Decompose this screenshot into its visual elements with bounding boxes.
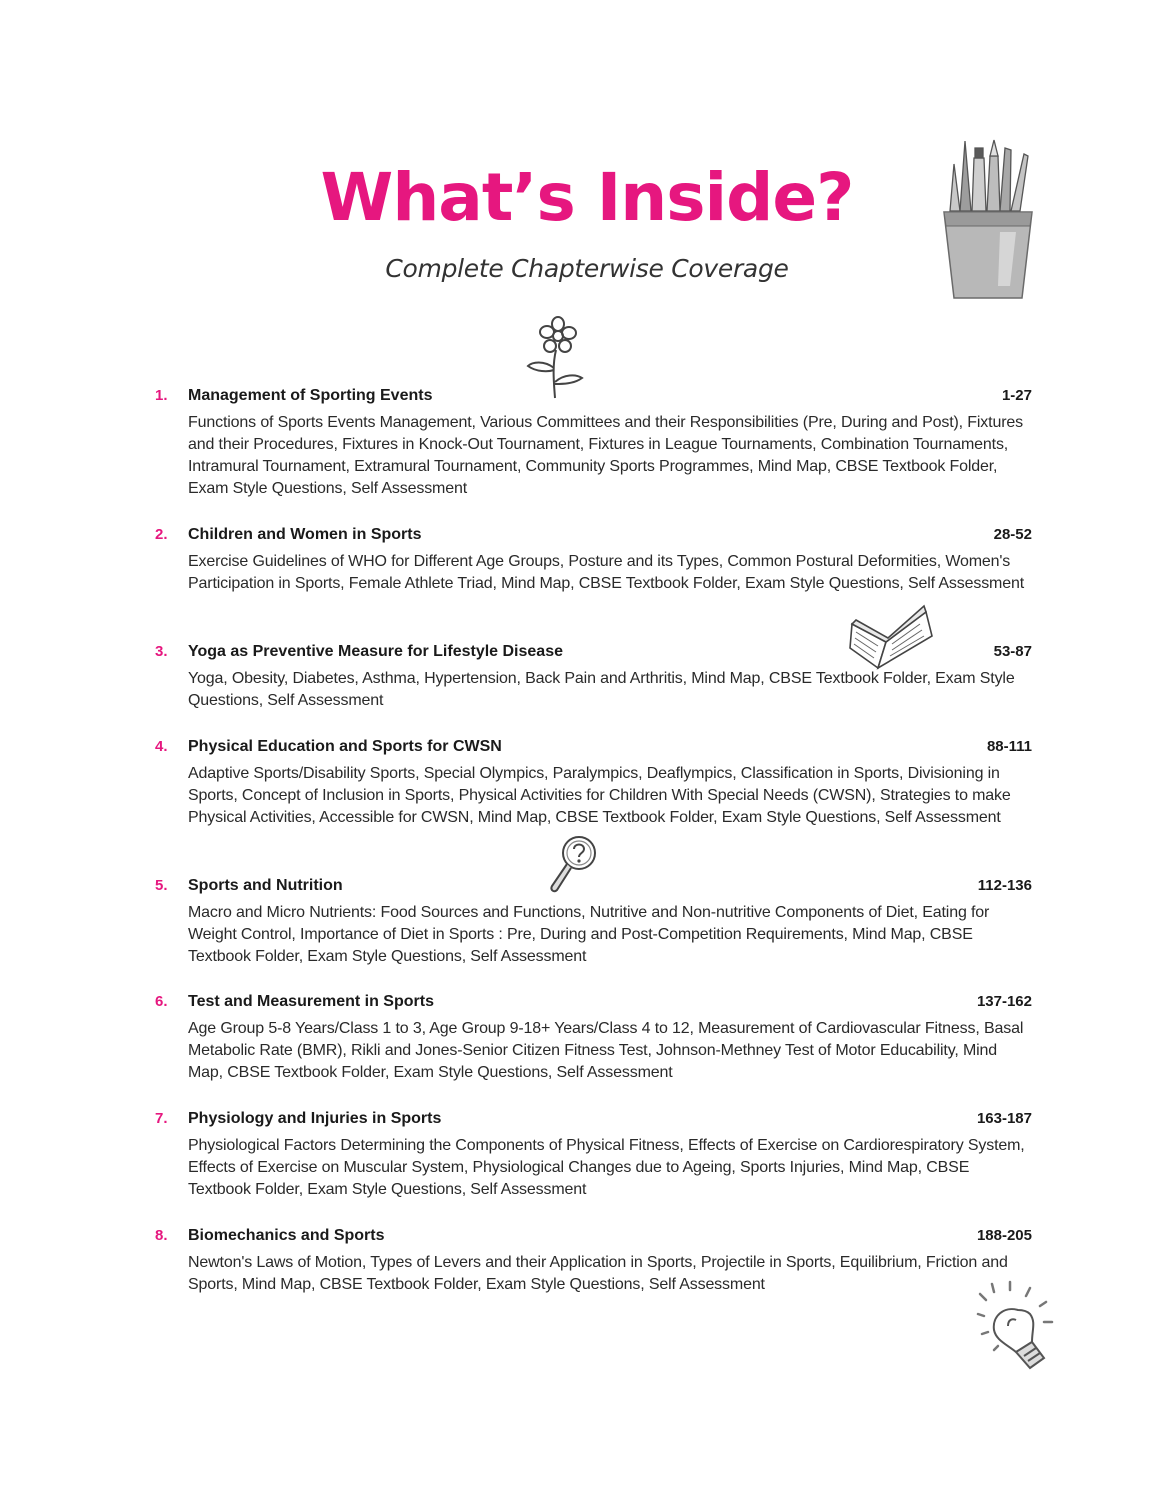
chapter-number: 7.	[155, 1110, 168, 1127]
chapter-title: Physiology and Injuries in Sports	[188, 1110, 442, 1127]
chapter-entry	[155, 990, 1035, 1084]
chapter-number: 4.	[155, 738, 168, 755]
chapter-pages: 137-162	[976, 993, 1032, 1010]
chapter-entry	[155, 1107, 1035, 1201]
chapter-topics: Physiological Factors Determining the Components of Physical Fitness, Effects of Exercise on Cardiorespiratory System, Effects of Exercise on Muscular System, Physiological Changes due to Ageing, Sports Injuries, Mind Map, CBSE Textbook Folder, Exam Style Questions, Self Assessment	[188, 1137, 1025, 1198]
chapter-number: 2.	[155, 526, 168, 543]
chapter-pages: 88-111	[986, 738, 1032, 755]
chapter-topics: Yoga, Obesity, Diabetes, Asthma, Hypertension, Back Pain and Arthritis, Mind Map, CBSE Textbook Folder, Exam Style Questions, Self Assessment	[188, 670, 1015, 709]
chapter-entry	[155, 874, 1035, 968]
pencil-cup-icon	[938, 136, 1038, 304]
chapter-number: 3.	[155, 643, 168, 660]
chapter-number: 1.	[155, 387, 168, 404]
chapter-entry	[155, 523, 1035, 595]
chapter-topics: Macro and Micro Nutrients: Food Sources and Functions, Nutritive and Non-nutritive Components of Diet, Eating for Weight Control, Importance of Diet in Sports : Pre, During and Post-Competition Requirements, Mind Map, CBSE Textbook Folder, Exam Style Questions, Self Assessment	[188, 904, 990, 965]
chapter-entry	[155, 384, 1035, 500]
chapter-title: Management of Sporting Events	[188, 387, 433, 404]
chapter-pages: 1-27	[1001, 387, 1032, 404]
chapter-topics: Functions of Sports Events Management, Various Committees and their Responsibilities (Pre, During and Post), Fixtures and their Procedures, Fixtures in Knock-Out Tournament, Fixtures in League Tournaments, Combination Tournaments, Intramural Tournament, Extramural Tournament, Community Sports Programmes, Mind Map, CBSE Textbook Folder, Exam Style Questions, Self Assessment	[188, 414, 1023, 497]
chapter-title: Physical Education and Sports for CWSN	[188, 738, 502, 755]
chapter-topics: Exercise Guidelines of WHO for Different Age Groups, Posture and its Types, Common Postural Deformities, Women's Participation in Sports, Female Athlete Triad, Mind Map, CBSE Textbook Folder, Exam Style Questions, Self Assessment	[188, 553, 1025, 592]
chapter-title: Test and Measurement in Sports	[188, 993, 434, 1010]
chapter-title: Children and Women in Sports	[188, 526, 422, 543]
page-subtitle: Complete Chapterwise Coverage	[385, 254, 789, 283]
chapter-pages: 28-52	[993, 526, 1032, 543]
chapter-title: Yoga as Preventive Measure for Lifestyle Disease	[188, 643, 563, 660]
chapter-pages: 53-87	[993, 643, 1032, 660]
chapter-topics: Age Group 5-8 Years/Class 1 to 3, Age Group 9-18+ Years/Class 4 to 12, Measurement of Cardiovascular Fitness, Basal Metabolic Rate (BMR), Rikli and Jones-Senior Citizen Fitness Test, Johnson-Methney Test of Motor Educability, Mind Map, CBSE Textbook Folder, Exam Style Questions, Self Assessment	[188, 1020, 1024, 1081]
chapter-pages: 112-136	[977, 877, 1032, 894]
chapter-pages: 188-205	[976, 1227, 1032, 1244]
chapter-number: 6.	[155, 993, 168, 1010]
chapter-entry	[155, 640, 1035, 712]
chapter-number: 8.	[155, 1227, 168, 1244]
page-title: What’s Inside?	[320, 159, 854, 236]
chapter-pages: 163-187	[976, 1110, 1032, 1127]
chapter-title: Sports and Nutrition	[188, 877, 343, 894]
chapter-entry	[155, 735, 1035, 829]
chapter-topics: Adaptive Sports/Disability Sports, Special Olympics, Paralympics, Deaflympics, Classification in Sports, Divisioning in Sports, Concept of Inclusion in Sports, Physical Activities for Children With Special Needs (CWSN), Strategies to make Physical Activities, Accessible for CWSN, Mind Map, CBSE Textbook Folder, Exam Style Questions, Self Assessment	[188, 765, 1011, 826]
chapter-title: Biomechanics and Sports	[188, 1227, 385, 1244]
chapter-entry	[155, 1224, 1035, 1296]
chapter-topics: Newton's Laws of Motion, Types of Levers and their Application in Sports, Projectile in Sports, Equilibrium, Friction and Sports, Mind Map, CBSE Textbook Folder, Exam Style Questions, Self Assessment	[188, 1254, 1008, 1293]
chapter-number: 5.	[155, 877, 168, 894]
